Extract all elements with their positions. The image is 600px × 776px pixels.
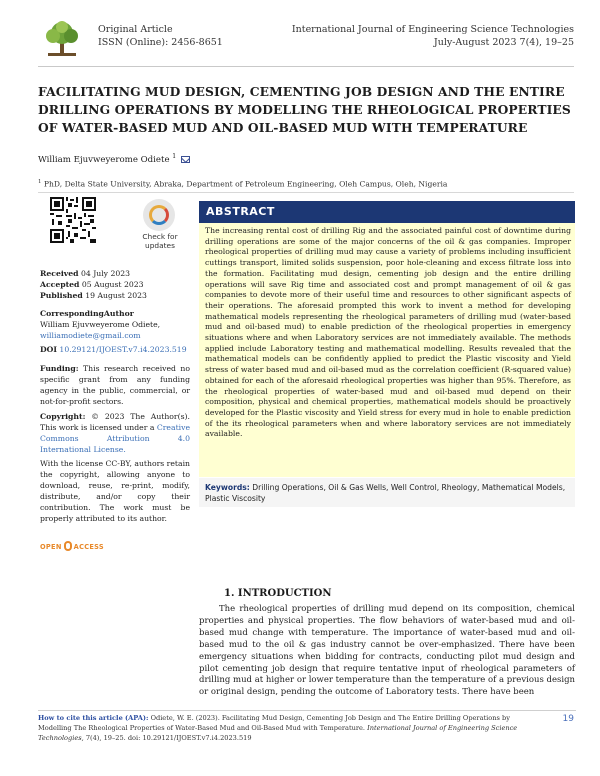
affiliation	[38, 179, 447, 189]
funding-label: Funding:	[40, 364, 79, 373]
abstract-heading: ABSTRACT	[199, 201, 575, 223]
license-note: With the license CC-BY, authors retain the copyright, allowing anyone to download, reuse, re-print, modify, distribute, and/or copy their contribution. The work must be properly attributed to its author.	[40, 459, 190, 523]
doi-label: DOI	[40, 345, 57, 354]
open-lock-icon	[64, 541, 72, 551]
journal-name: International Journal of Engineering Science Technologies	[291, 24, 574, 35]
corresponding-block	[40, 308, 190, 355]
issn: ISSN (Online): 2456-8651	[98, 36, 223, 48]
accepted-date: Accepted 05 August 2023	[40, 280, 144, 289]
citation-footer	[38, 713, 538, 743]
journal-logo-tree-icon	[38, 20, 86, 58]
cite-journal: International Journal of Engineering Science Technologies,	[38, 724, 518, 742]
author-sup: 1	[172, 153, 177, 160]
keywords-label: Keywords:	[205, 483, 250, 492]
license-link[interactable]: Creative Commons Attribution 4.0 International License.	[40, 423, 191, 454]
footer-divider	[38, 710, 576, 711]
author-line	[38, 153, 190, 165]
cite-rest: 7(4), 19–25. doi: 10.29121/IJOEST.v7.i4.2023.519	[85, 734, 252, 742]
open-access-badge: OPEN ACCESS	[40, 543, 104, 551]
abstract-text: The increasing rental cost of drilling Rig and the associated painful cost of downtime during drilling operations are some of the major concerns of the oil & gas companies. Improper rheological properties of drilling mud may cause a variety of problems including insufficient cuttings transport, limited solids suspension, poor hole-cleaning and excess filtrate loss into the formation. Facilitating mud design, cementing job design and the entire drilling operations will save Rig time and associated cost and prompt management of oil & gas companies to devote more of their useful time and resources to other significant aspects of their operations. The aforesaid prompted this work to invent a method for developing mathematical models representing the rheological parameters of drilling mud (water-based mud and oil-based mud) to enable prediction of the rheological properties in emergency situations where and when Laboratory services are not immediately available. The methods applied include Laboratory testing and mathematical modelling. Results revealed that the mathematical models can be confidently applied to predict the Plastic viscosity and Yield stress of water based mud and oil-based mud as the correlation coefficient (R-squared value) obtained for each of the aforesaid rheological properties was higher than 95%. Therefore, as the rheological properties of water-based mud and oil-based mud depend on their composition, physical and chemical properties, mathematical models should be proactively developed for the Plastic viscosity and Yield stress for every mud in hole to enable prediction of the its rheological parameters when and where laboratory services are not immediately available.	[205, 226, 571, 439]
corresponding-email-link[interactable]: williamodiete@gmail.com	[40, 331, 141, 340]
page-number: 19	[562, 714, 574, 724]
published-date: Published 19 August 2023	[40, 291, 147, 300]
affiliation-sup: 1	[38, 179, 42, 185]
affiliation-divider	[38, 192, 574, 193]
check-updates-line1: Check for	[142, 232, 178, 241]
funding-text: This research received no specific grant from any funding agency in the public, commercial, or not-for-profit sectors.	[40, 364, 190, 406]
journal-issue: July-August 2023 7(4), 19–25	[433, 36, 574, 48]
check-for-updates-badge[interactable]	[134, 199, 186, 257]
corresponding-label: CorrespondingAuthor	[40, 309, 134, 318]
check-updates-icon	[143, 199, 175, 231]
funding-block	[40, 363, 190, 407]
copyright-label: Copyright:	[40, 412, 86, 421]
author-name: William Ejuvweyerome Odiete	[38, 154, 170, 165]
email-icon[interactable]	[181, 156, 190, 163]
copyright-text: © 2023 The Author(s). This work is licensed under a	[40, 412, 190, 432]
keywords	[205, 482, 571, 504]
corresponding-name: William Ejuvweyerome Odiete,	[40, 320, 161, 329]
qr-code-icon[interactable]	[50, 197, 96, 243]
article-type: Original Article	[98, 24, 173, 35]
copyright-block	[40, 411, 190, 455]
dates-block	[40, 268, 190, 301]
doi-link[interactable]: 10.29121/IJOEST.v7.i4.2023.519	[59, 345, 187, 354]
cite-label: How to cite this article (APA):	[38, 714, 149, 722]
received-date: Received 04 July 2023	[40, 269, 131, 278]
keywords-text: Drilling Operations, Oil & Gas Wells, Well Control, Rheology, Mathematical Models, Plastic Viscosity	[205, 483, 566, 503]
section-heading-introduction: 1. INTRODUCTION	[224, 588, 332, 599]
cite-text: Odiete, W. E. (2023). Facilitating Mud Design, Cementing Job Design and The Entire Drilling Operations by Modelling The Rheological Properties of Water-Based Mud and Oil-Based Mud with Temperature.	[38, 714, 510, 732]
header-divider	[38, 66, 574, 67]
affiliation-text: PhD, Delta State University, Abraka, Department of Petroleum Engineering, Oleh Campus, Oleh, Nigeria	[43, 179, 448, 189]
check-updates-line2: updates	[145, 241, 175, 250]
header-right	[292, 24, 574, 49]
introduction-paragraph: The rheological properties of drilling mud depend on its composition, chemical properties and physical properties. The flow behaviors of water-based mud and oil-based mud change with temperature. The importance of water-based mud and oil-based mud to the oil & gas industry cannot be over-emphasized. There have been emergency situations when bidding for contracts, conducting pilot mud design and pilot cementing job design that require tentative input of rheological parameters of drilling mud at higher or lower temperature than the temperature of a previous design or original design, pending the outcome of Laboratory tests. There have been	[199, 604, 575, 698]
header-left	[98, 24, 223, 49]
article-title: FACILITATING MUD DESIGN, CEMENTING JOB DESIGN AND THE ENTIRE DRILLING OPERATIONS BY MODELLING THE RHEOLOGICAL PROPERTIES OF WATER-BASED MUD AND OIL-BASED MUD WITH TEMPERATURE	[38, 84, 571, 135]
introduction-body	[199, 604, 575, 699]
